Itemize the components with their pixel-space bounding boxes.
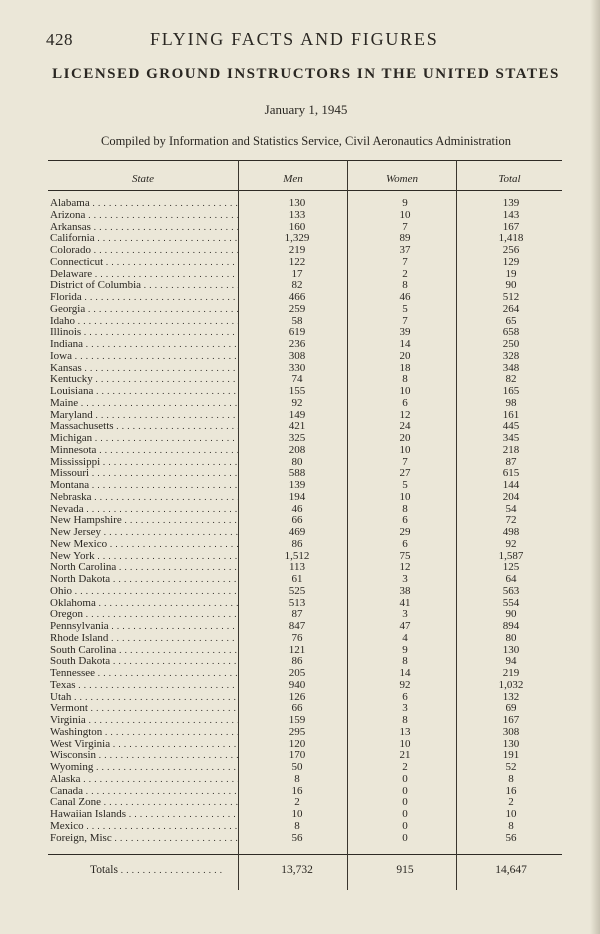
state-name: Canada . . .	[50, 786, 238, 798]
state-name: Washington . . .	[50, 727, 238, 739]
state-name: West Virginia . . .	[50, 739, 238, 751]
women-count: 6	[402, 514, 408, 527]
women-count: 6	[402, 690, 408, 703]
total-count: 328	[502, 349, 520, 362]
men-count: 2	[294, 796, 300, 809]
total-count: 1,587	[498, 549, 524, 562]
header-women: Women	[386, 173, 418, 185]
table-row	[48, 257, 562, 269]
total-count: 139	[502, 197, 520, 209]
women-count: 7	[402, 255, 408, 268]
state-name: Utah . . .	[50, 692, 238, 704]
men-count: 16	[291, 784, 303, 797]
state-name: New Hampshire . . .	[50, 515, 238, 527]
total-count: 8	[508, 819, 514, 832]
state-name: New York . . .	[50, 551, 238, 563]
women-count: 10	[399, 490, 411, 503]
women-count: 0	[402, 796, 408, 809]
total-count: 204	[502, 490, 520, 503]
women-count: 9	[402, 197, 408, 209]
total-count: 94	[505, 655, 517, 668]
total-count: 167	[502, 714, 520, 726]
state-name: Texas . . .	[50, 680, 238, 692]
total-count: 658	[502, 326, 520, 339]
men-count: 1,512	[284, 549, 310, 562]
men-count: 80	[291, 455, 303, 468]
women-count: 89	[399, 232, 411, 245]
men-count: 74	[291, 373, 303, 386]
table-row	[48, 269, 562, 281]
state-name: New Jersey . . .	[50, 527, 238, 539]
state-name: Florida . . .	[50, 292, 238, 304]
men-count: 236	[288, 338, 306, 350]
women-count: 3	[402, 573, 408, 585]
total-count: 894	[502, 620, 520, 632]
table-row	[48, 821, 562, 833]
women-count: 7	[402, 455, 408, 468]
state-name: District of Columbia . . .	[50, 280, 238, 292]
men-count: 56	[291, 831, 303, 844]
total-count: 219	[502, 667, 520, 679]
men-count: 513	[288, 596, 306, 609]
men-count: 92	[291, 396, 303, 409]
men-count: 120	[288, 737, 306, 750]
state-name: Hawaiian Islands . . .	[50, 809, 238, 821]
table-row	[48, 809, 562, 821]
header-total: Total	[498, 173, 521, 185]
total-count: 264	[502, 302, 520, 315]
women-count: 9	[402, 643, 408, 656]
total-count: 143	[502, 208, 520, 221]
men-count: 113	[288, 561, 306, 574]
men-count: 588	[288, 467, 306, 480]
state-name: Wyoming . . .	[50, 762, 238, 774]
state-name: California . . .	[50, 233, 238, 245]
women-count: 46	[399, 291, 411, 303]
compiled-by: Compiled by Information and Statistics Service, Civil Aeronautics Administration	[100, 134, 512, 148]
table-row	[48, 750, 562, 762]
women-count: 20	[399, 432, 411, 444]
table-title: LICENSED GROUND INSTRUCTORS IN THE UNITED STATES	[52, 66, 560, 82]
table-row	[48, 762, 562, 774]
men-count: 421	[288, 420, 306, 433]
men-count: 170	[288, 749, 306, 762]
total-count: 345	[502, 432, 520, 444]
women-count: 0	[402, 819, 408, 832]
table-row	[48, 656, 562, 668]
women-count: 37	[399, 244, 411, 256]
table-row	[48, 233, 562, 245]
state-name: Nevada . . .	[50, 504, 238, 516]
men-count: 133	[288, 208, 306, 221]
men-count: 259	[288, 302, 306, 315]
men-count: 159	[288, 714, 306, 726]
women-count: 0	[402, 784, 408, 797]
women-count: 38	[399, 584, 411, 597]
total-count: 498	[502, 526, 520, 538]
page-number: 428	[46, 30, 73, 49]
state-name: Massachusetts . . .	[50, 421, 238, 433]
total-count: 98	[505, 396, 517, 409]
table-row	[48, 797, 562, 809]
state-name: Missouri . . .	[50, 468, 238, 480]
total-count: 130	[502, 643, 520, 656]
women-count: 10	[399, 737, 411, 750]
women-count: 13	[399, 725, 411, 738]
state-name: Kentucky . . .	[50, 374, 238, 386]
table-row	[48, 198, 562, 210]
state-name: New Mexico . . .	[50, 539, 238, 551]
women-count: 41	[399, 596, 411, 609]
table-row	[48, 210, 562, 222]
table-row	[48, 457, 562, 469]
men-count: 466	[288, 291, 306, 303]
table-row	[48, 492, 562, 504]
women-count: 18	[399, 361, 411, 374]
table-row	[48, 786, 562, 798]
table-row	[48, 398, 562, 410]
table-row	[48, 339, 562, 351]
state-name: Wisconsin . . .	[50, 750, 238, 762]
women-count: 20	[399, 349, 411, 362]
total-count: 348	[502, 361, 520, 374]
table-row	[48, 327, 562, 339]
women-count: 10	[399, 443, 411, 456]
state-name: Montana . . .	[50, 480, 238, 492]
total-count: 54	[505, 502, 517, 515]
state-name: Arkansas . . .	[50, 222, 238, 234]
men-count: 155	[288, 385, 306, 397]
table-body	[48, 198, 562, 844]
women-count: 29	[399, 526, 411, 538]
men-count: 66	[291, 702, 303, 715]
totals-rule	[48, 854, 562, 855]
state-name: Mississippi . . .	[50, 457, 238, 469]
men-count: 86	[291, 537, 303, 550]
header-men: Men	[283, 173, 303, 185]
state-name: Alabama . . .	[50, 198, 238, 210]
women-count: 2	[402, 761, 408, 773]
total-count: 8	[508, 772, 514, 785]
women-count: 8	[402, 714, 408, 726]
table-row	[48, 727, 562, 739]
total-count: 256	[502, 244, 520, 256]
men-count: 8	[294, 772, 300, 785]
table-date: January 1, 1945	[264, 102, 348, 117]
state-name: South Dakota . . .	[50, 656, 238, 668]
table-row	[48, 680, 562, 692]
table-row	[48, 316, 562, 328]
total-count: 2	[508, 796, 514, 809]
total-count: 19	[505, 267, 517, 280]
total-count: 10	[505, 808, 517, 820]
total-count: 87	[505, 455, 517, 468]
men-count: 87	[291, 608, 303, 621]
men-count: 86	[291, 655, 303, 668]
men-count: 847	[288, 620, 306, 632]
men-count: 940	[288, 678, 306, 691]
table-row	[48, 363, 562, 375]
total-count: 56	[505, 831, 517, 844]
women-count: 7	[402, 314, 408, 327]
men-count: 469	[288, 526, 306, 538]
table-row	[48, 421, 562, 433]
total-count: 1,032	[498, 678, 524, 691]
women-count: 5	[402, 302, 408, 315]
men-count: 8	[294, 819, 300, 832]
table-row	[48, 562, 562, 574]
total-count: 554	[502, 596, 520, 609]
women-count: 5	[402, 479, 408, 491]
table-row	[48, 468, 562, 480]
total-count: 52	[505, 761, 517, 773]
state-name: Kansas . . .	[50, 363, 238, 375]
total-count: 80	[505, 631, 517, 644]
table-row	[48, 609, 562, 621]
total-count: 250	[502, 338, 520, 350]
table-row	[48, 410, 562, 422]
total-count: 72	[505, 514, 517, 527]
state-name: Arizona . . .	[50, 210, 238, 222]
total-count: 161	[502, 408, 520, 421]
state-name: Georgia . . .	[50, 304, 238, 316]
men-count: 1,329	[284, 232, 310, 245]
table-row	[48, 668, 562, 680]
total-count: 82	[505, 373, 517, 386]
header-rule	[48, 190, 562, 191]
table-row	[48, 374, 562, 386]
men-count: 66	[291, 514, 303, 527]
total-count: 308	[502, 725, 520, 738]
state-name: Vermont . . .	[50, 703, 238, 715]
total-count: 69	[505, 702, 517, 715]
table-row	[48, 715, 562, 727]
men-count: 121	[288, 643, 306, 656]
women-count: 3	[402, 702, 408, 715]
total-count: 90	[505, 608, 517, 621]
state-name: Indiana . . .	[50, 339, 238, 351]
table-row	[48, 445, 562, 457]
table-row	[48, 280, 562, 292]
women-count: 24	[399, 420, 411, 433]
men-count: 219	[288, 244, 306, 256]
state-name: Idaho . . .	[50, 316, 238, 328]
running-head: FLYING FACTS AND FIGURES	[150, 29, 439, 49]
men-count: 61	[291, 573, 303, 585]
table-row	[48, 245, 562, 257]
totals-women: 915	[396, 864, 414, 876]
table-row	[48, 527, 562, 539]
table-row	[48, 539, 562, 551]
state-name: Foreign, Misc . . .	[50, 833, 238, 845]
men-count: 126	[288, 690, 306, 703]
men-count: 122	[288, 255, 306, 268]
state-name: North Carolina . . .	[50, 562, 238, 574]
table-row	[48, 621, 562, 633]
table-row	[48, 386, 562, 398]
women-count: 6	[402, 537, 408, 550]
state-name: North Dakota . . .	[50, 574, 238, 586]
state-name: Ohio . . .	[50, 586, 238, 598]
women-count: 0	[402, 772, 408, 785]
total-count: 90	[505, 279, 517, 292]
men-count: 325	[288, 432, 306, 444]
state-name: Minnesota . . .	[50, 445, 238, 457]
total-count: 125	[502, 561, 520, 574]
table-row	[48, 551, 562, 563]
state-name: Tennessee . . .	[50, 668, 238, 680]
men-count: 46	[291, 502, 303, 515]
total-count: 132	[502, 690, 520, 703]
table-row	[48, 833, 562, 845]
men-count: 205	[288, 667, 306, 679]
table-row	[48, 351, 562, 363]
state-name: Illinois . . .	[50, 327, 238, 339]
men-count: 82	[291, 279, 303, 292]
women-count: 8	[402, 655, 408, 668]
state-name: Maryland . . .	[50, 410, 238, 422]
men-count: 308	[288, 349, 306, 362]
men-count: 330	[288, 361, 306, 374]
women-count: 8	[402, 502, 408, 515]
women-count: 10	[399, 208, 411, 221]
table-row	[48, 598, 562, 610]
men-count: 50	[291, 761, 303, 773]
women-count: 12	[399, 561, 411, 574]
total-count: 130	[502, 737, 520, 750]
top-rule	[48, 160, 562, 161]
table-row	[48, 586, 562, 598]
table-row	[48, 574, 562, 586]
women-count: 10	[399, 385, 411, 397]
page-edge-shadow	[590, 0, 600, 934]
women-count: 14	[399, 667, 411, 679]
men-count: 619	[288, 326, 306, 339]
women-count: 21	[399, 749, 411, 762]
men-count: 295	[288, 725, 306, 738]
men-count: 525	[288, 584, 306, 597]
men-count: 10	[291, 808, 303, 820]
total-count: 445	[502, 420, 520, 433]
state-name: Michigan . . .	[50, 433, 238, 445]
table-row	[48, 304, 562, 316]
state-name: Virginia . . .	[50, 715, 238, 727]
total-count: 167	[502, 220, 520, 233]
women-count: 2	[402, 267, 408, 280]
state-name: Iowa . . .	[50, 351, 238, 363]
women-count: 0	[402, 808, 408, 820]
men-count: 149	[288, 408, 306, 421]
state-name: Delaware . . .	[50, 269, 238, 281]
total-count: 218	[502, 443, 520, 456]
total-count: 16	[505, 784, 517, 797]
table-row	[48, 480, 562, 492]
total-count: 92	[505, 537, 517, 550]
total-count: 165	[502, 385, 520, 397]
table-row	[48, 703, 562, 715]
state-name: Rhode Island . . .	[50, 633, 238, 645]
header-state: State	[132, 173, 154, 185]
state-name: Oklahoma . . .	[50, 598, 238, 610]
state-name: Pennsylvania . . .	[50, 621, 238, 633]
total-count: 1,418	[498, 232, 524, 245]
state-name: Mexico . . .	[50, 821, 238, 833]
women-count: 27	[399, 467, 411, 480]
total-count: 615	[502, 467, 520, 480]
women-count: 92	[399, 678, 411, 691]
state-name: Canal Zone . . .	[50, 797, 238, 809]
totals-row	[48, 863, 562, 877]
totals-men: 13,732	[281, 864, 313, 876]
men-count: 76	[291, 631, 303, 644]
total-count: 512	[502, 291, 520, 303]
men-count: 130	[288, 197, 306, 209]
women-count: 6	[402, 396, 408, 409]
totals-total: 14,647	[495, 864, 527, 876]
total-count: 64	[505, 573, 517, 585]
state-name: Maine . . .	[50, 398, 238, 410]
men-count: 208	[288, 443, 306, 456]
state-name: Louisiana . . .	[50, 386, 238, 398]
women-count: 8	[402, 373, 408, 386]
table-row	[48, 645, 562, 657]
women-count: 0	[402, 831, 408, 844]
men-count: 58	[291, 314, 303, 327]
women-count: 39	[399, 326, 411, 339]
table-row	[48, 433, 562, 445]
women-count: 14	[399, 338, 411, 350]
women-count: 12	[399, 408, 411, 421]
table-row	[48, 504, 562, 516]
total-count: 65	[505, 314, 517, 327]
men-count: 160	[288, 220, 306, 233]
women-count: 7	[402, 220, 408, 233]
table-row	[48, 633, 562, 645]
state-name: Oregon . . .	[50, 609, 238, 621]
women-count: 4	[402, 631, 408, 644]
total-count: 144	[502, 479, 520, 491]
table-row	[48, 292, 562, 304]
total-count: 191	[502, 749, 520, 762]
men-count: 194	[288, 490, 306, 503]
total-count: 563	[502, 584, 520, 597]
women-count: 75	[399, 549, 411, 562]
table-row	[48, 692, 562, 704]
state-name: Nebraska . . .	[50, 492, 238, 504]
state-name: Connecticut . . .	[50, 257, 238, 269]
women-count: 3	[402, 608, 408, 621]
state-name: Alaska . . .	[50, 774, 238, 786]
men-count: 17	[291, 267, 303, 280]
state-name: South Carolina . . .	[50, 645, 238, 657]
table-row	[48, 515, 562, 527]
women-count: 47	[399, 620, 411, 632]
table-row	[48, 774, 562, 786]
state-name: Colorado . . .	[50, 245, 238, 257]
women-count: 8	[402, 279, 408, 292]
table-row	[48, 739, 562, 751]
totals-label: Totals . . .	[90, 863, 240, 877]
men-count: 139	[288, 479, 306, 491]
total-count: 129	[502, 255, 520, 268]
